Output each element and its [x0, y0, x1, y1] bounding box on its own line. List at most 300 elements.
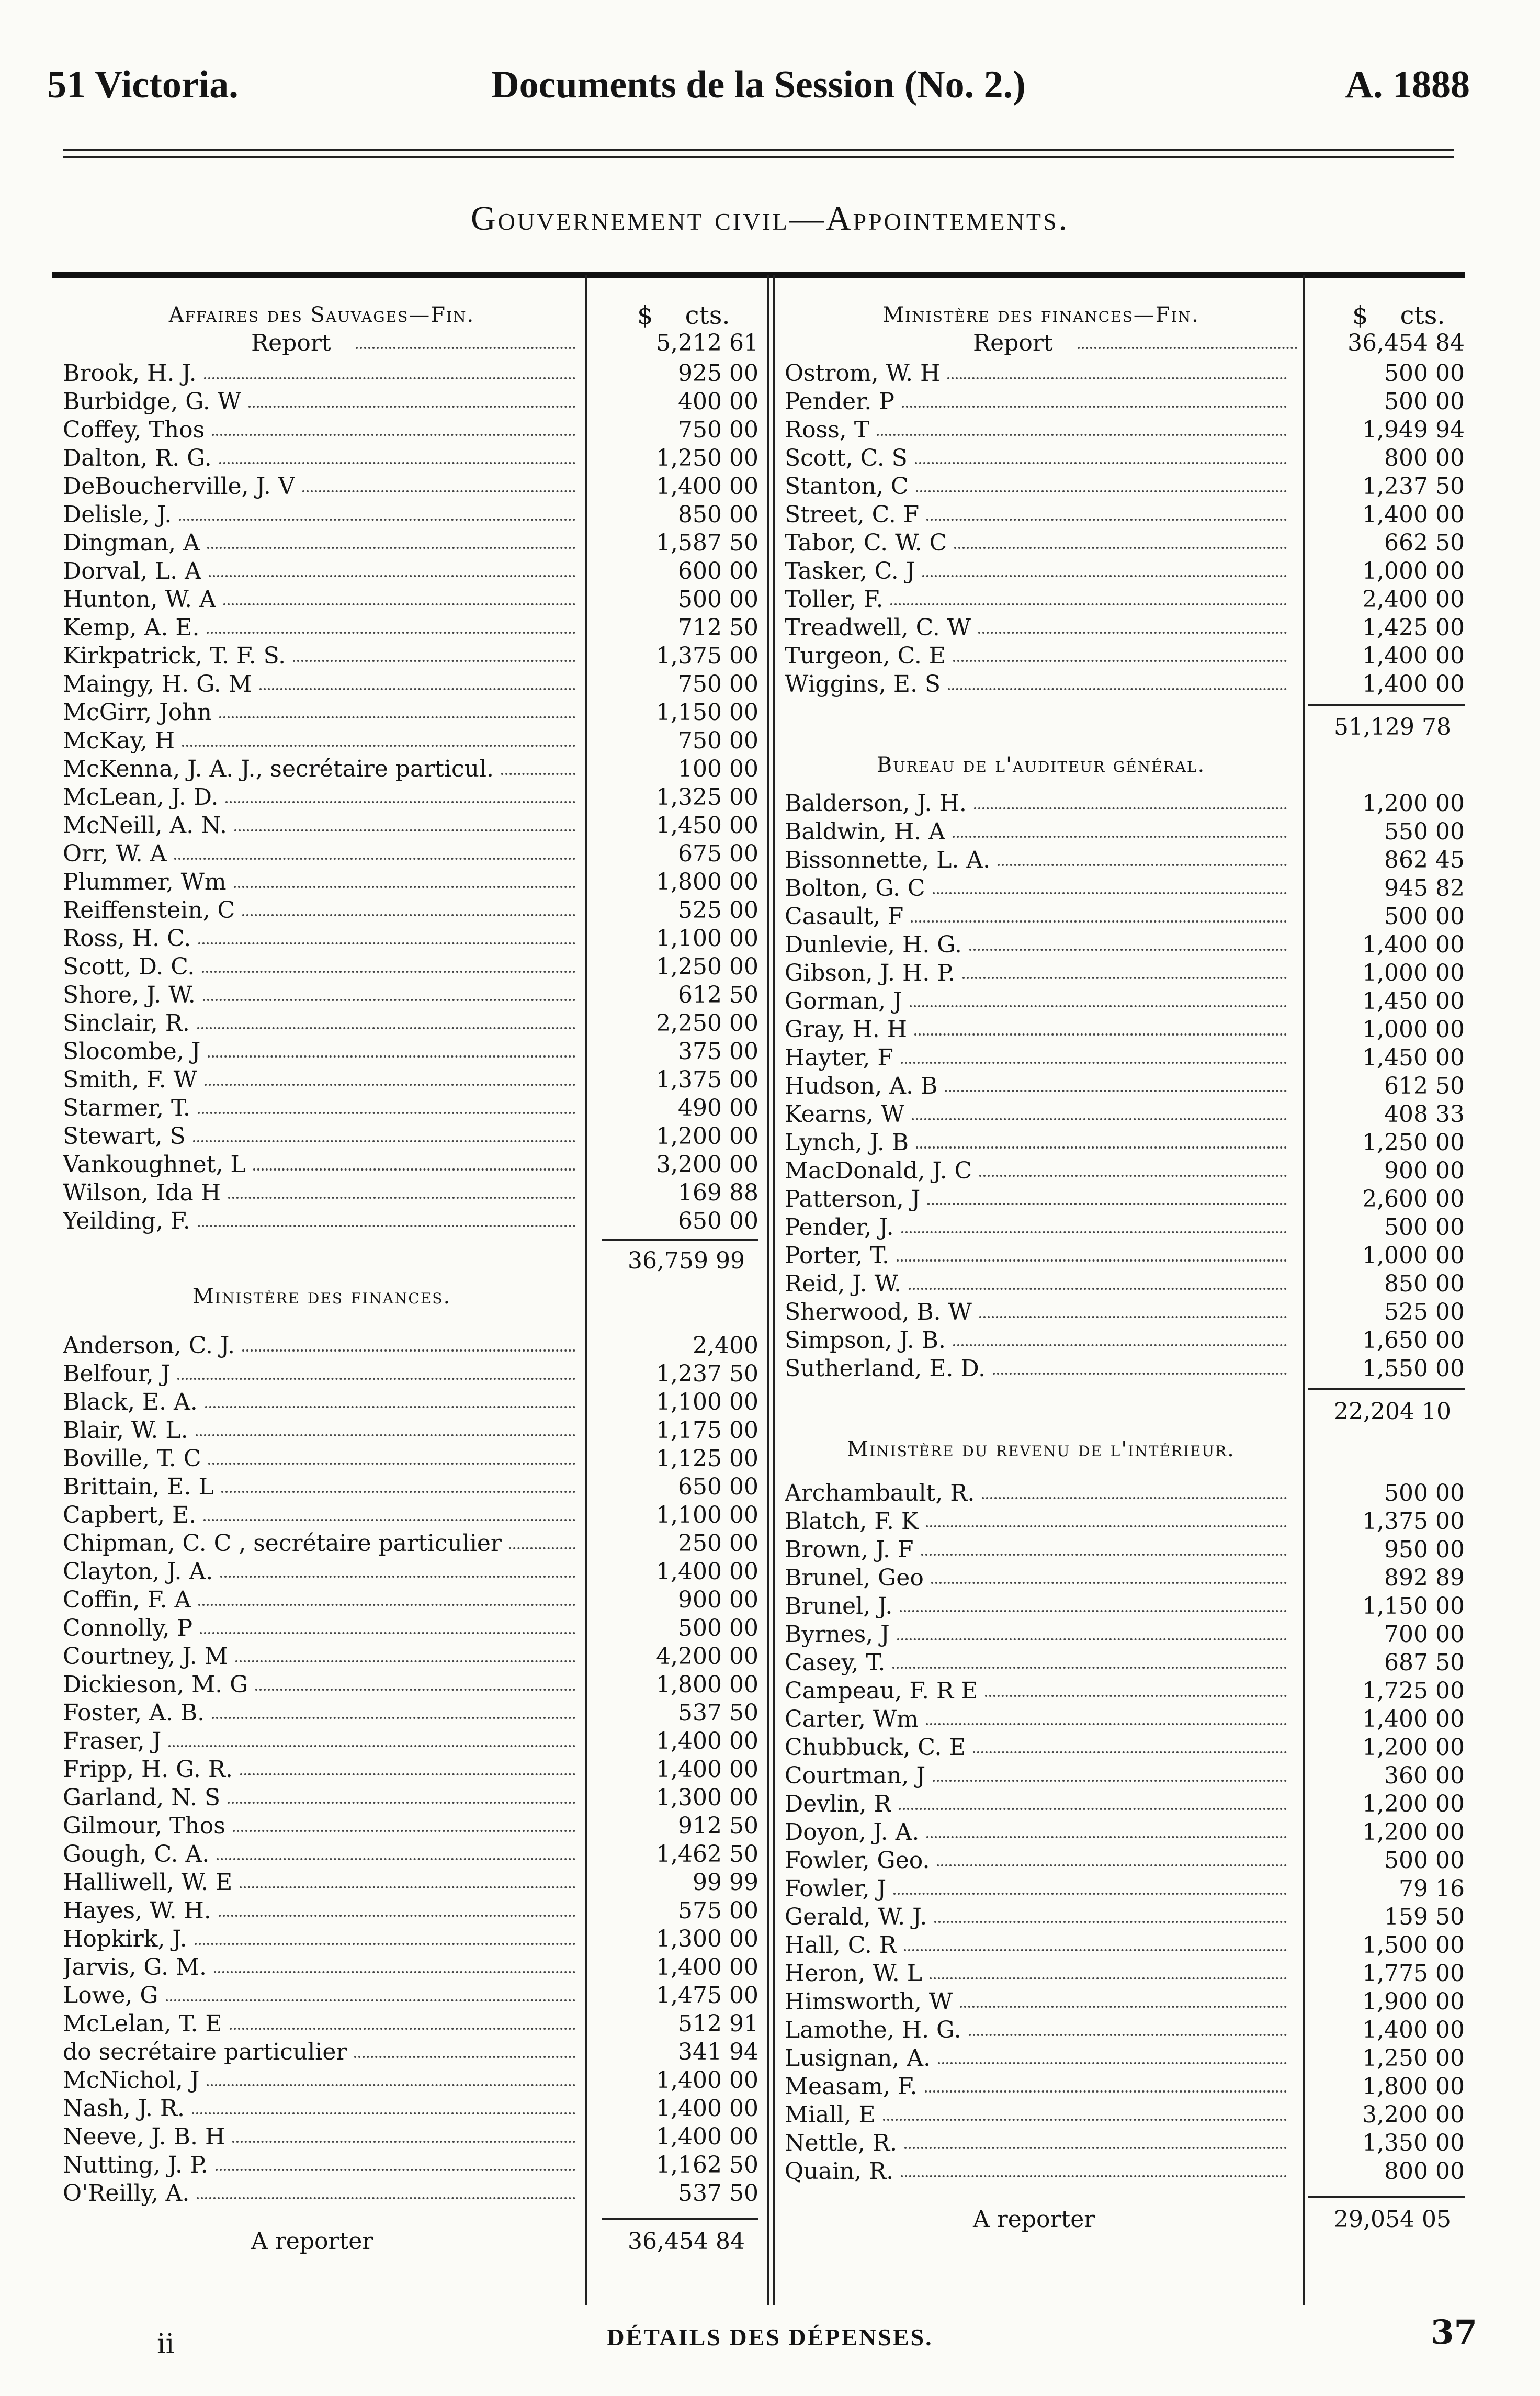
employee-name: Toller, F.	[785, 586, 884, 613]
salary-amount: 850 00	[1384, 1270, 1465, 1297]
dollar-label: $	[637, 301, 653, 330]
salary-amount: 750 00	[678, 727, 758, 754]
leader-dots	[933, 874, 1287, 894]
employee-name: Fowler, J	[785, 1875, 887, 1902]
employee-name: Street, C. F	[785, 501, 920, 528]
leader-dots	[177, 1360, 575, 1380]
salary-amount: 341 94	[678, 2039, 758, 2065]
leader-dots	[973, 1734, 1287, 1753]
leader-dots	[1078, 329, 1297, 349]
leader-dots	[196, 1416, 575, 1436]
employee-name: Gray, H. H	[785, 1016, 908, 1043]
leader-dots	[931, 1564, 1287, 1584]
salary-amount: 500 00	[1384, 903, 1465, 930]
table-row	[63, 388, 758, 416]
employee-name: Quain, R.	[785, 2158, 894, 2185]
employee-name: Archambault, R.	[785, 1480, 975, 1506]
salary-amount: 800 00	[1384, 2158, 1465, 2185]
leader-dots	[897, 1242, 1287, 1262]
salary-amount: 1,462 50	[656, 1841, 758, 1868]
salary-amount: 1,000 00	[1362, 1016, 1465, 1043]
table-row	[63, 529, 758, 557]
employee-name: Fripp, H. G. R.	[63, 1756, 233, 1783]
employee-name: Boville, T. C	[63, 1445, 201, 1472]
leader-dots	[974, 790, 1287, 809]
table-row	[785, 1157, 1465, 1185]
leader-dots	[221, 1473, 575, 1493]
leader-dots	[979, 1298, 1287, 1318]
salary-amount: 500 00	[1384, 1847, 1465, 1874]
employee-name: Hall, C. R	[785, 1932, 897, 1959]
right-section3-rows	[785, 1479, 1465, 2186]
table-row	[785, 1129, 1465, 1157]
table-row	[785, 1649, 1465, 1677]
table-row	[63, 1953, 758, 1982]
leader-dots	[242, 896, 575, 916]
employee-name: Fraser, J	[63, 1728, 162, 1754]
employee-name: Dickieson, M. G	[63, 1671, 248, 1698]
employee-name: McLelan, T. E	[63, 2010, 222, 2037]
leader-dots	[925, 2073, 1287, 2093]
table-row	[785, 416, 1465, 444]
table-row	[785, 529, 1465, 557]
employee-name: Dorval, L. A	[63, 558, 201, 584]
employee-name: Nettle, R.	[785, 2130, 898, 2156]
leader-dots	[182, 727, 575, 747]
employee-name: Slocombe, J	[63, 1038, 201, 1065]
table-row	[63, 1066, 758, 1094]
employee-name: Dalton, R. G.	[63, 445, 212, 471]
salary-amount: 1,400 00	[656, 473, 758, 500]
leader-dots	[200, 1614, 575, 1634]
leader-dots	[166, 1982, 575, 2001]
employee-name: Baldwin, H. A	[785, 818, 945, 845]
employee-name: McGirr, John	[63, 699, 212, 726]
salary-amount: 900 00	[678, 1587, 758, 1613]
table-row	[63, 1812, 758, 1840]
employee-name: Turgeon, C. E	[785, 643, 946, 669]
salary-amount: 1,400 00	[1362, 501, 1465, 528]
table-row	[63, 2179, 758, 2208]
salary-amount: 1,150 00	[1362, 1593, 1465, 1619]
salary-amount: 1,100 00	[656, 1389, 758, 1415]
table-row	[63, 812, 758, 840]
employee-name: Tabor, C. W. C	[785, 530, 947, 556]
table-row	[63, 953, 758, 981]
employee-name: Brunel, Geo	[785, 1565, 924, 1591]
table-row	[63, 2038, 758, 2066]
leader-dots	[255, 1671, 575, 1691]
employee-name: Tasker, C. J	[785, 558, 915, 584]
cents-label: cts.	[685, 301, 730, 330]
employee-name: Bolton, G. C	[785, 875, 925, 902]
employee-name: Capbert, E.	[63, 1502, 197, 1528]
leader-dots	[890, 586, 1287, 605]
salary-amount: 2,250 00	[656, 1010, 758, 1037]
leader-dots	[901, 1044, 1287, 1064]
sum-rule	[1308, 1388, 1465, 1390]
left-section2-rows	[63, 1332, 758, 2208]
salary-amount: 1,400 00	[1362, 931, 1465, 958]
employee-name: O'Reilly, A.	[63, 2180, 190, 2207]
employee-name: Patterson, J	[785, 1186, 921, 1212]
table-row	[63, 1869, 758, 1897]
employee-name: Nash, J. R.	[63, 2095, 185, 2122]
table-row	[63, 925, 758, 953]
leader-dots	[899, 1790, 1287, 1810]
table-row	[785, 1242, 1465, 1270]
employee-name: Himsworth, W	[785, 1988, 953, 2015]
employee-name: Gerald, W. J.	[785, 1904, 927, 1930]
salary-amount: 662 50	[1384, 530, 1465, 556]
salary-amount: 360 00	[1384, 1762, 1465, 1789]
salary-amount: 1,650 00	[1362, 1327, 1465, 1354]
employee-name: DeBoucherville, J. V	[63, 473, 295, 500]
table-row	[63, 1586, 758, 1614]
table-row	[63, 1558, 758, 1586]
leader-dots	[207, 614, 575, 634]
table-row	[785, 931, 1465, 959]
table-row	[785, 1875, 1465, 1903]
leader-dots	[509, 1529, 575, 1549]
table-row	[63, 1982, 758, 2010]
leader-dots	[904, 2129, 1287, 2149]
employee-name: Brittain, E. L	[63, 1473, 214, 1500]
leader-dots	[933, 1762, 1287, 1782]
table-row	[785, 790, 1465, 818]
table-row	[63, 1897, 758, 1925]
salary-amount: 800 00	[1384, 445, 1465, 471]
right-section1-rows	[785, 359, 1465, 699]
employee-name: Anderson, C. J.	[63, 1332, 235, 1359]
salary-amount: 1,800 00	[1362, 2073, 1465, 2100]
col-sep-middle-2	[773, 275, 775, 2305]
leader-dots	[953, 1326, 1287, 1346]
salary-amount: 1,400 00	[656, 2123, 758, 2150]
leader-dots	[208, 1445, 575, 1465]
salary-amount: 490 00	[678, 1095, 758, 1121]
leader-dots	[193, 1122, 575, 1142]
salary-amount: 1,400 00	[656, 2067, 758, 2094]
employee-name: Halliwell, W. E	[63, 1869, 233, 1896]
leader-dots	[205, 1388, 575, 1408]
table-row	[63, 1643, 758, 1671]
table-row	[63, 1207, 758, 1235]
report-amount: 36,454 84	[1348, 330, 1465, 356]
table-row	[785, 1762, 1465, 1790]
employee-name: McKenna, J. A. J., secrétaire particul.	[63, 756, 494, 782]
salary-amount: 550 00	[1384, 818, 1465, 845]
salary-amount: 1,250 00	[1362, 2045, 1465, 2072]
salary-amount: 500 00	[1384, 1214, 1465, 1241]
salary-amount: 512 91	[678, 2010, 758, 2037]
employee-name: Stewart, S	[63, 1123, 186, 1150]
salary-amount: 1,150 00	[656, 699, 758, 726]
header-session: 51 Victoria.	[47, 63, 239, 106]
salary-amount: 1,250 00	[656, 953, 758, 980]
table-row	[63, 1473, 758, 1501]
employee-name: Scott, D. C.	[63, 953, 195, 980]
table-row	[63, 727, 758, 755]
employee-name: Orr, W. A	[63, 840, 167, 867]
employee-name: Blatch, F. K	[785, 1508, 919, 1535]
table-row	[785, 388, 1465, 416]
report-amount: 5,212 61	[656, 330, 758, 356]
leader-dots	[228, 1784, 575, 1804]
employee-name: Gilmour, Thos	[63, 1813, 225, 1839]
salary-amount: 900 00	[1384, 1157, 1465, 1184]
leader-dots	[901, 2157, 1287, 2177]
salary-amount: 1,450 00	[1362, 988, 1465, 1015]
salary-amount: 1,400 00	[656, 1756, 758, 1783]
carry-row	[63, 2208, 758, 2255]
employee-name: Lusignan, A.	[785, 2045, 931, 2072]
leader-dots	[948, 670, 1287, 690]
running-header	[47, 52, 1470, 110]
table-row	[63, 840, 758, 868]
leader-dots	[212, 1699, 575, 1719]
total-row	[785, 699, 1465, 751]
salary-amount: 687 50	[1384, 1649, 1465, 1676]
leader-dots	[922, 557, 1287, 577]
employee-name: Shore, J. W.	[63, 982, 196, 1008]
leader-dots	[192, 2095, 575, 2114]
leader-dots	[926, 501, 1287, 521]
leader-dots	[912, 1100, 1287, 1120]
leader-dots	[208, 1038, 575, 1058]
header-documents: Documents de la Session (No. 2.)	[491, 63, 1026, 106]
salary-amount: 1,100 00	[656, 1502, 758, 1528]
table-row	[785, 586, 1465, 614]
employee-name: Sutherland, E. D.	[785, 1355, 986, 1382]
leader-dots	[174, 840, 575, 860]
leader-dots	[230, 2010, 575, 2030]
table-row	[63, 2010, 758, 2038]
employee-name: Scott, C. S	[785, 445, 908, 471]
sum-rule	[602, 2218, 758, 2220]
leader-dots	[212, 416, 575, 436]
carry-label: A reporter	[251, 2228, 373, 2255]
table-row	[63, 614, 758, 642]
employee-name: Reiffenstein, C	[63, 897, 235, 924]
table-row	[63, 896, 758, 925]
leader-dots	[209, 557, 575, 577]
salary-amount: 862 45	[1384, 847, 1465, 873]
employee-name: Black, E. A.	[63, 1389, 198, 1415]
salary-amount: 1,400 00	[656, 1558, 758, 1585]
employee-name: Stanton, C	[785, 473, 909, 500]
salary-amount: 1,450 00	[656, 812, 758, 839]
salary-amount: 400 00	[678, 388, 758, 415]
header-rule-1	[63, 149, 1454, 151]
salary-amount: 575 00	[678, 1897, 758, 1924]
leader-dots	[223, 586, 575, 605]
sum-rule	[602, 1239, 758, 1241]
table-row	[785, 1072, 1465, 1100]
table-row	[63, 981, 758, 1009]
employee-name: Heron, W. L	[785, 1960, 922, 1987]
salary-amount: 1,375 00	[1362, 1508, 1465, 1535]
leader-dots	[235, 1643, 575, 1662]
salary-amount: 1,237 50	[656, 1360, 758, 1387]
table-row	[785, 1536, 1465, 1564]
leader-dots	[198, 925, 575, 944]
employee-name: Coffey, Thos	[63, 417, 205, 443]
table-row	[63, 1614, 758, 1643]
employee-name: Miall, E	[785, 2101, 876, 2128]
salary-amount: 1,325 00	[656, 784, 758, 811]
salary-amount: 1,175 00	[656, 1417, 758, 1444]
salary-amount: 2,400 00	[1362, 586, 1465, 613]
employee-name: Pender. P	[785, 388, 894, 415]
employee-name: Neeve, J. B. H	[63, 2123, 225, 2150]
table-row	[785, 2129, 1465, 2157]
salary-amount: 1,400 00	[656, 1954, 758, 1981]
table-row	[63, 586, 758, 614]
salary-amount: 500 00	[678, 586, 758, 613]
table-row	[785, 1960, 1465, 1988]
salary-amount: 1,550 00	[1362, 1355, 1465, 1382]
employee-name: do secrétaire particulier	[63, 2039, 347, 2065]
employee-name: McNichol, J	[63, 2067, 200, 2094]
leader-dots	[998, 846, 1287, 866]
employee-name: McLean, J. D.	[63, 784, 219, 811]
header-year: A. 1888	[1345, 63, 1470, 106]
leader-dots	[259, 670, 575, 690]
salary-amount: 1,400 00	[656, 2095, 758, 2122]
salary-amount: 99 99	[693, 1869, 758, 1896]
sum-rule	[1308, 2196, 1465, 2198]
employee-name: Gorman, J	[785, 988, 902, 1015]
table-row	[63, 1784, 758, 1812]
leader-dots	[901, 1213, 1287, 1233]
table-row	[63, 1699, 758, 1727]
table-row	[63, 359, 758, 388]
leader-dots	[240, 1869, 575, 1888]
leader-dots	[978, 614, 1287, 634]
employee-name: Starmer, T.	[63, 1095, 190, 1121]
table-row	[63, 1038, 758, 1066]
table-row	[785, 473, 1465, 501]
employee-name: Carter, Wm	[785, 1706, 919, 1733]
leader-dots	[911, 903, 1287, 923]
header-rule-2	[63, 156, 1454, 158]
table-row	[785, 614, 1465, 642]
employee-name: Pender, J.	[785, 1214, 894, 1241]
section-heading: Bureau de l'auditeur général.	[876, 753, 1206, 777]
leader-dots	[877, 416, 1287, 436]
employee-name: Kemp, A. E.	[63, 614, 200, 641]
table-row	[63, 1179, 758, 1207]
salary-amount: 525 00	[678, 897, 758, 924]
employee-name: McNeill, A. N.	[63, 812, 227, 839]
table-row	[63, 1009, 758, 1038]
leader-dots	[203, 981, 575, 1001]
table-row	[63, 1122, 758, 1151]
title-rule	[52, 272, 1465, 278]
leader-dots	[228, 1179, 575, 1199]
salary-amount: 1,375 00	[656, 643, 758, 669]
employee-name: Dunlevie, H. G.	[785, 931, 962, 958]
employee-name: Courtney, J. M	[63, 1643, 228, 1670]
salary-amount: 250 00	[678, 1530, 758, 1557]
table-row	[63, 1416, 758, 1445]
leader-dots	[883, 2101, 1287, 2121]
leader-dots	[217, 1840, 575, 1860]
employee-name: Burbidge, G. W	[63, 388, 242, 415]
salary-amount: 1,500 00	[1362, 1932, 1465, 1959]
employee-name: Vankoughnet, L	[63, 1151, 246, 1178]
salary-amount: 1,800 00	[656, 1671, 758, 1698]
leader-dots	[293, 642, 575, 662]
salary-amount: 1,200 00	[1362, 790, 1465, 817]
employee-name: Devlin, R	[785, 1791, 891, 1817]
leader-dots	[207, 2066, 575, 2086]
employee-name: Belfour, J	[63, 1360, 171, 1387]
salary-amount: 1,400 00	[1362, 643, 1465, 669]
employee-name: Sherwood, B. W	[785, 1299, 972, 1325]
table-row	[785, 1508, 1465, 1536]
leader-dots	[198, 1207, 575, 1227]
leader-dots	[900, 1592, 1287, 1612]
salary-amount: 537 50	[678, 1700, 758, 1726]
salary-amount: 1,200 00	[1362, 1734, 1465, 1761]
leader-dots	[893, 1875, 1287, 1895]
employee-name: Maingy, H. G. M	[63, 671, 252, 698]
salary-amount: 1,475 00	[656, 1982, 758, 2009]
table-row	[785, 1705, 1465, 1734]
employee-name: MacDonald, J. C	[785, 1157, 972, 1184]
table-row	[785, 846, 1465, 874]
table-row	[785, 959, 1465, 987]
employee-name: Hunton, W. A	[63, 586, 216, 613]
salary-amount: 537 50	[678, 2180, 758, 2207]
leader-dots	[253, 1151, 575, 1171]
leader-dots	[909, 1270, 1287, 1290]
leader-dots	[914, 1016, 1287, 1036]
table-row	[63, 2123, 758, 2151]
table-row	[63, 1094, 758, 1122]
leader-dots	[195, 1925, 575, 1945]
salary-amount: 650 00	[678, 1473, 758, 1500]
leader-dots	[945, 1072, 1287, 1092]
table-row	[63, 1445, 758, 1473]
report-label: Report	[973, 330, 1053, 356]
table-row	[785, 670, 1465, 699]
table-row	[785, 818, 1465, 846]
leader-dots	[204, 359, 575, 379]
employee-name: McKay, H	[63, 727, 175, 754]
section-heading: Ministère des finances—Fin.	[882, 303, 1199, 327]
leader-dots	[934, 1903, 1287, 1923]
salary-amount: 950 00	[1384, 1536, 1465, 1563]
salary-amount: 945 82	[1384, 875, 1465, 902]
leader-dots	[168, 1727, 575, 1747]
employee-name: Courtman, J	[785, 1762, 926, 1789]
employee-name: Lamothe, H. G.	[785, 2017, 961, 2043]
employee-name: Casey, T.	[785, 1649, 886, 1676]
table-row	[785, 874, 1465, 903]
leader-dots	[302, 473, 575, 492]
salary-amount: 500 00	[1384, 360, 1465, 387]
salary-amount: 1,725 00	[1362, 1678, 1465, 1704]
salary-amount: 1,400 00	[1362, 2017, 1465, 2043]
leader-dots	[219, 444, 575, 464]
leader-dots	[962, 959, 1287, 979]
salary-amount: 1,237 50	[1362, 473, 1465, 500]
leader-dots	[921, 1536, 1287, 1556]
table-row	[785, 1818, 1465, 1847]
